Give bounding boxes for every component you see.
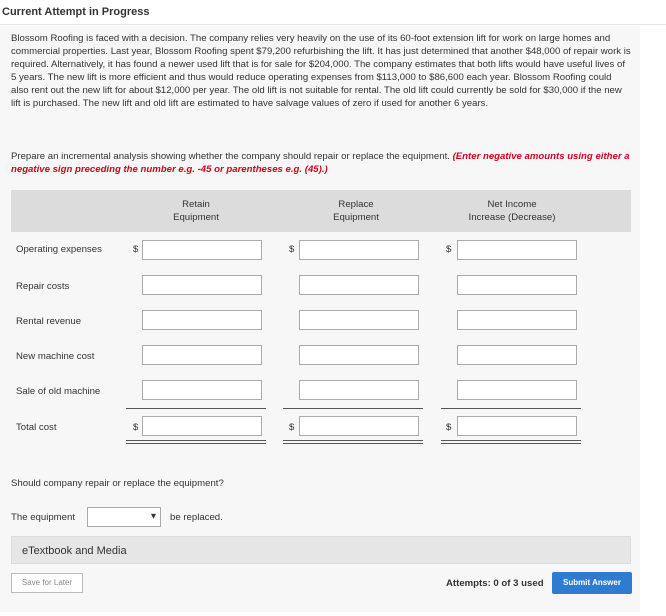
- column-header-retain-line1: Retain: [182, 199, 210, 210]
- currency-symbol: $: [289, 244, 295, 255]
- row-label-total-cost: Total cost: [16, 422, 57, 433]
- problem-text: Blossom Roofing is faced with a decision. The company relies very heavily on the use of its 60-foot extension lift for work on large homes and commercial properties. Last year, Blossom Roofing spent $79,200 refurbishing the lift. It has just determined that another $48,000 of repair work is required. Alternatively, it has found a newer used lift that is for sale for $204,000. The company estimates that both lifts would have useful lives of 5 years. The new lift is more efficient and thus would reduce operating expenses from $113,000 to $86,600 each year. Blossom Roofing could also rent out the new lift for about $12,000 per year. The old lift is not suitable for rental. The old lift could currently be sold for $30,000 if the new lift is purchased. The new lift and old lift are estimated to have salvage values of zero if used for another 6 years.: [11, 33, 631, 109]
- row-label-rental-revenue: Rental revenue: [16, 316, 82, 327]
- total-cost-replace-input[interactable]: [299, 416, 419, 436]
- sale-old-machine-retain-input[interactable]: [142, 380, 262, 400]
- column-header-retain-line2: Equipment: [173, 212, 219, 223]
- repair-costs-net-input[interactable]: [457, 275, 577, 295]
- total-rule-net: [441, 408, 581, 409]
- column-header-retain: [131, 198, 261, 224]
- etextbook-label: eTextbook and Media: [22, 545, 127, 557]
- row-label-operating-expenses: Operating expenses: [16, 244, 102, 255]
- double-rule-replace-1: [283, 440, 423, 441]
- decision-prefix: The equipment: [11, 512, 75, 523]
- total-rule-replace: [283, 408, 423, 409]
- decision-suffix: be replaced.: [170, 512, 223, 523]
- operating-expenses-retain-input[interactable]: [142, 240, 262, 260]
- sale-old-machine-replace-input[interactable]: [299, 380, 419, 400]
- rental-revenue-replace-input[interactable]: [299, 310, 419, 330]
- operating-expenses-replace-input[interactable]: [299, 240, 419, 260]
- column-header-net-line2: Increase (Decrease): [468, 212, 556, 223]
- row-label-new-machine-cost: New machine cost: [16, 351, 95, 362]
- column-header-replace-line1: Replace: [338, 199, 374, 210]
- total-rule-retain: [126, 408, 266, 409]
- page-title: Current Attempt in Progress: [2, 6, 150, 18]
- table-header: [11, 190, 631, 232]
- operating-expenses-net-input[interactable]: [457, 240, 577, 260]
- column-header-replace: [291, 198, 421, 224]
- currency-symbol: $: [289, 422, 295, 433]
- rental-revenue-retain-input[interactable]: [142, 310, 262, 330]
- currency-symbol: $: [446, 422, 452, 433]
- currency-symbol: $: [133, 422, 139, 433]
- currency-symbol: $: [446, 244, 452, 255]
- rental-revenue-net-input[interactable]: [457, 310, 577, 330]
- total-cost-net-input[interactable]: [457, 416, 577, 436]
- top-bar: [0, 0, 666, 25]
- double-rule-retain-1: [126, 440, 266, 441]
- attempts-counter: Attempts: 0 of 3 used: [446, 578, 544, 589]
- row-label-sale-of-old-machine: Sale of old machine: [16, 386, 101, 397]
- column-header-net-income: [447, 198, 577, 224]
- column-header-net-line1: Net Income: [487, 199, 537, 210]
- decision-question: Should company repair or replace the equipment?: [11, 478, 224, 489]
- row-label-repair-costs: Repair costs: [16, 281, 70, 292]
- new-machine-cost-net-input[interactable]: [457, 345, 577, 365]
- etextbook-media-bar[interactable]: [11, 536, 631, 564]
- double-rule-net-2: [441, 443, 581, 444]
- sale-old-machine-net-input[interactable]: [457, 380, 577, 400]
- new-machine-cost-replace-input[interactable]: [299, 345, 419, 365]
- double-rule-retain-2: [126, 443, 266, 444]
- decision-select[interactable]: [87, 507, 161, 527]
- currency-symbol: $: [133, 244, 139, 255]
- new-machine-cost-retain-input[interactable]: [142, 345, 262, 365]
- chevron-down-icon: ▾: [150, 511, 156, 522]
- repair-costs-replace-input[interactable]: [299, 275, 419, 295]
- instruction-main: Prepare an incremental analysis showing whether the company should repair or replace the equipment.: [11, 151, 450, 162]
- submit-answer-button[interactable]: Submit Answer: [552, 572, 632, 594]
- instruction-note: (Enter negative amounts using either a negative sign preceding the number e.g. -45 or parentheses e.g. (45).): [11, 151, 630, 175]
- save-for-later-button[interactable]: Save for Later: [11, 573, 83, 593]
- column-header-replace-line2: Equipment: [333, 212, 379, 223]
- double-rule-replace-2: [283, 443, 423, 444]
- double-rule-net-1: [441, 440, 581, 441]
- total-cost-retain-input[interactable]: [142, 416, 262, 436]
- instruction-text: [11, 150, 631, 176]
- repair-costs-retain-input[interactable]: [142, 275, 262, 295]
